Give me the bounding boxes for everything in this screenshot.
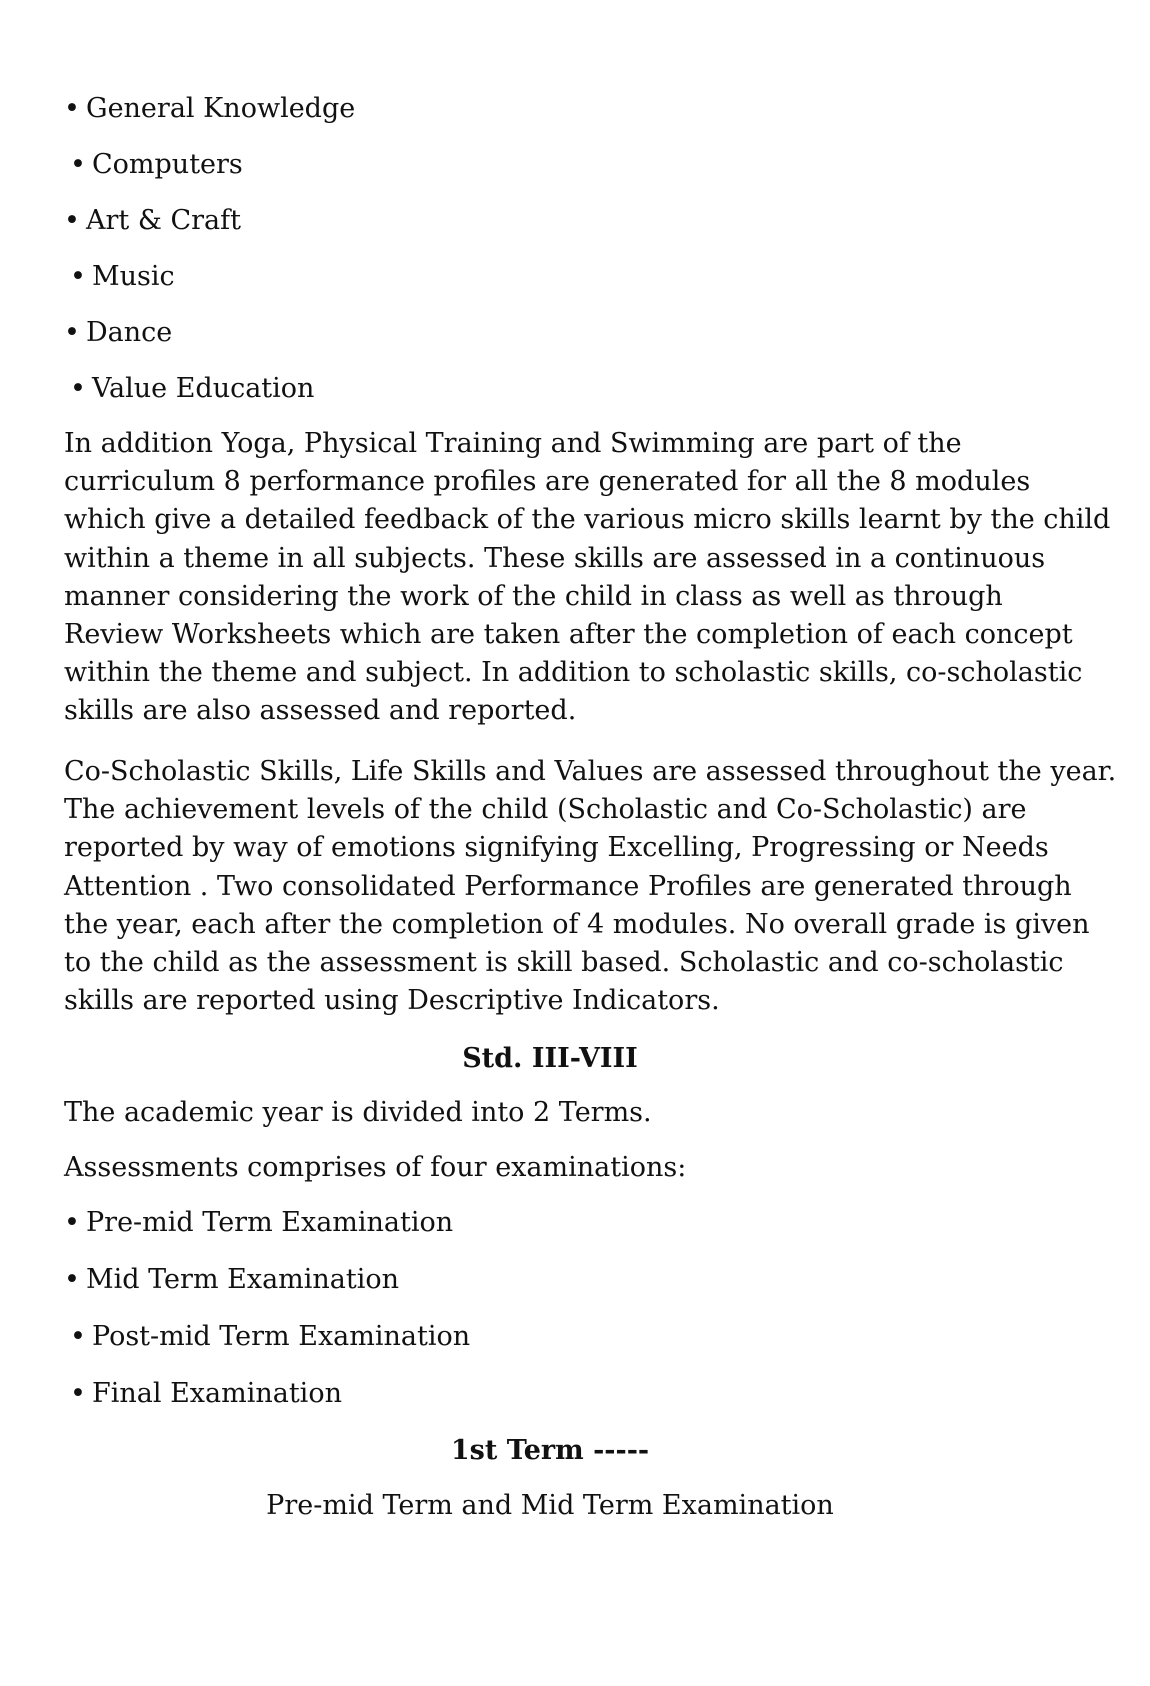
assessments-intro: Assessments comprises of four examinations: bbox=[64, 1152, 687, 1183]
list-item-label: Post-mid Term Examination bbox=[92, 1321, 471, 1352]
paragraph-line: manner considering the work of the child in class as well as through bbox=[64, 580, 1003, 612]
section-heading: Std. III-VIII bbox=[462, 1043, 638, 1074]
paragraph-line: In addition Yoga, Physical Training and Swimming are part of the bbox=[64, 428, 962, 459]
bullet-icon: • bbox=[64, 1207, 80, 1238]
bullet-icon: • bbox=[64, 205, 80, 236]
paragraph-line: The achievement levels of the child (Scholastic and Co-Scholastic) are bbox=[64, 794, 1027, 826]
list-item-label: General Knowledge bbox=[86, 93, 356, 124]
list-item-label: Dance bbox=[86, 317, 173, 348]
curriculum-paragraph bbox=[64, 425, 1111, 731]
paragraph-line: Co-Scholastic Skills, Life Skills and Values are assessed throughout the year. bbox=[64, 756, 1117, 787]
bullet-icon: • bbox=[64, 317, 80, 348]
bullet-icon: • bbox=[70, 1378, 86, 1409]
paragraph-line: reported by way of emotions signifying Excelling, Progressing or Needs bbox=[64, 832, 1049, 864]
list-item-label: Mid Term Examination bbox=[86, 1264, 400, 1295]
list-item-mid-term-exam bbox=[64, 1261, 399, 1299]
paragraph-line: to the child as the assessment is skill based. Scholastic and co-scholastic bbox=[64, 947, 1064, 979]
bullet-icon: • bbox=[70, 149, 86, 180]
bullet-icon: • bbox=[70, 1321, 86, 1352]
paragraph-line: within a theme in all subjects. These skills are assessed in a continuous bbox=[64, 542, 1046, 574]
list-item-label: Final Examination bbox=[92, 1378, 342, 1409]
list-item-final-exam bbox=[70, 1375, 342, 1413]
paragraph-line: which give a detailed feedback of the various micro skills learnt by the child bbox=[64, 504, 1111, 536]
paragraph-line: within the theme and subject. In addition to scholastic skills, co-scholastic bbox=[64, 657, 1083, 689]
list-item-label: Computers bbox=[92, 149, 243, 180]
paragraph-line: curriculum 8 performance profiles are generated for all the 8 modules bbox=[64, 466, 1031, 498]
list-item-label: Pre-mid Term Examination bbox=[86, 1207, 454, 1238]
list-item-general-knowledge bbox=[64, 90, 355, 128]
bullet-icon: • bbox=[64, 93, 80, 124]
paragraph-line: skills are reported using Descriptive Indicators. bbox=[64, 985, 720, 1017]
paragraph-line: the year, each after the completion of 4 modules. No overall grade is given bbox=[64, 908, 1090, 940]
list-item-computers bbox=[70, 146, 243, 184]
bullet-icon: • bbox=[70, 261, 86, 292]
bullet-icon: • bbox=[64, 1264, 80, 1295]
list-item-dance bbox=[64, 314, 172, 352]
list-item-label: Music bbox=[92, 261, 175, 292]
list-item-pre-mid-exam bbox=[64, 1204, 453, 1242]
paragraph-line: Attention . Two consolidated Performance Profiles are generated through bbox=[64, 870, 1072, 902]
term-subtitle: Pre-mid Term and Mid Term Examination bbox=[266, 1490, 834, 1521]
academic-year-text: The academic year is divided into 2 Terms. bbox=[64, 1097, 652, 1128]
list-item-label: Value Education bbox=[92, 373, 315, 404]
bullet-icon: • bbox=[70, 373, 86, 404]
list-item-post-mid-exam bbox=[70, 1318, 470, 1356]
list-item-label: Art & Craft bbox=[86, 205, 241, 236]
co-scholastic-paragraph bbox=[64, 753, 1117, 1020]
term-heading: 1st Term ----- bbox=[450, 1435, 650, 1466]
list-item-music bbox=[70, 258, 175, 296]
paragraph-line: skills are also assessed and reported. bbox=[64, 695, 577, 727]
list-item-art-craft bbox=[64, 202, 241, 240]
list-item-value-education bbox=[70, 370, 314, 408]
paragraph-line: Review Worksheets which are taken after the completion of each concept bbox=[64, 619, 1073, 651]
